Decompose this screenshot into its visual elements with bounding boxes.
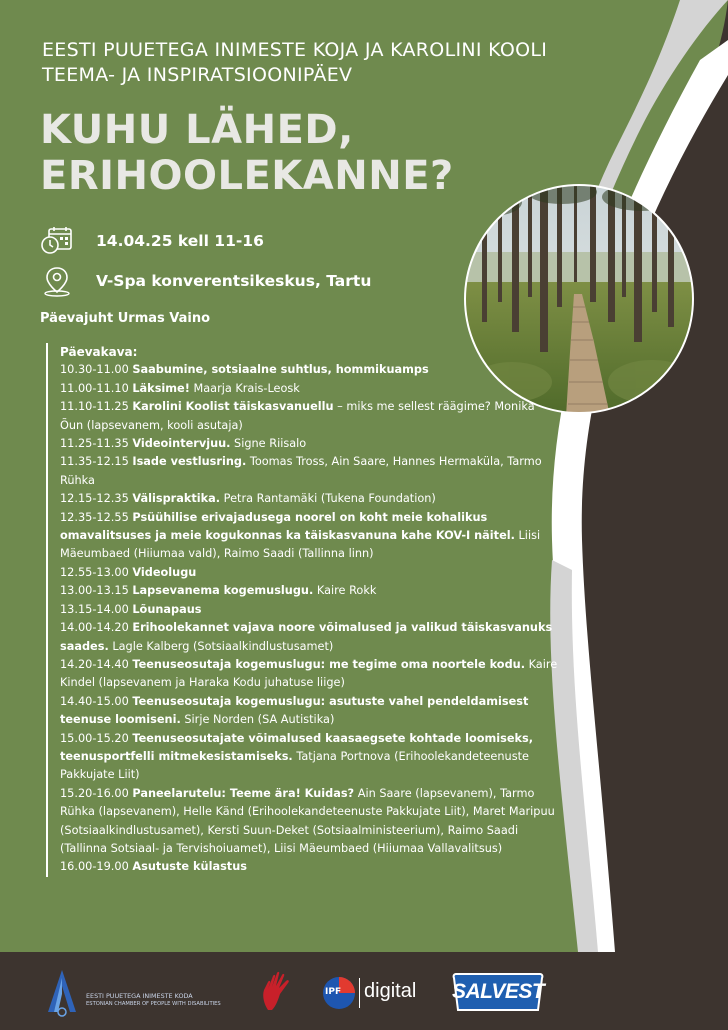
ipf-divider: [359, 978, 361, 1008]
agenda-item: [60, 619, 560, 656]
agenda-item: [60, 693, 560, 730]
date-row: [40, 224, 264, 258]
chamber-name-en: ESTONIAN CHAMBER OF PEOPLE WITH DISABILITIES: [86, 1001, 221, 1007]
event-date: 14.04.25 kell 11-16: [96, 232, 264, 250]
agenda-item-details: Signe Riisalo: [234, 437, 307, 451]
agenda-item-time: 14.20-14.40: [60, 657, 129, 671]
agenda-item-title: Erihoolekannet vajava noore võimalused ja valikud täiskasvanuks saades.: [60, 621, 553, 653]
agenda-item: [60, 509, 560, 564]
agenda-item-time: 12.55-13.00: [60, 565, 129, 579]
moderator: Päevajuht Urmas Vaino: [40, 311, 211, 326]
agenda-item: [60, 453, 560, 490]
agenda-item-details: Sirje Norden (SA Autistika): [184, 713, 335, 727]
ipf-digital-logo: [322, 975, 432, 1011]
agenda-item-title: Isade vestlusring.: [132, 455, 247, 469]
agenda-item-time: 11.25-11.35: [60, 437, 129, 451]
agenda-item-title: Videointervjuu.: [132, 437, 231, 451]
title-line-1: KUHU LÄHED,: [40, 107, 354, 153]
agenda-item-details: Petra Rantamäki (Tukena Foundation): [223, 492, 436, 506]
agenda-item-details: Liisi Mäeumbaed (Hiiumaa vald), Raimo Saadi (Tallinna linn): [60, 529, 541, 561]
agenda-item-title: Lõunapaus: [132, 602, 202, 616]
agenda-item-title: Välispraktika.: [132, 492, 221, 506]
ipf-mark: IPF: [325, 987, 342, 997]
event-venue: V-Spa konverentsikeskus, Tartu: [96, 272, 372, 290]
agenda-heading: Päevakava:: [60, 345, 138, 359]
agenda-item-time: 16.00-19.00: [60, 860, 129, 874]
agenda-item: [60, 361, 560, 379]
salvest-logo: [452, 972, 544, 1012]
location-pin-icon: [40, 265, 74, 297]
agenda-item-title: Psüühilise erivajadusega noorel on koht meie kohalikus omavalitsuses ja meie kogukonnas ka täiskasvanuna kahe KOV-I näitel.: [60, 510, 515, 543]
agenda-item-title: Läksime!: [132, 381, 190, 395]
calendar-clock-icon: [40, 226, 74, 256]
agenda-item-details: Tatjana Portnova (Erihoolekandeteenuste Pakkujate Liit): [60, 749, 529, 782]
agenda-item-title: Teenuseosutaja kogemuslugu: asutuste vahel pendeldamisest teenuse loomiseni.: [60, 694, 529, 727]
agenda-item-title: Videolugu: [132, 565, 197, 579]
agenda-item: [60, 380, 560, 398]
agenda-item-time: 15.00-15.20: [60, 731, 129, 745]
agenda-item-time: 12.35-12.55: [60, 510, 129, 524]
agenda-item-details: Kaire Rokk: [316, 584, 377, 598]
agenda-item: [60, 858, 560, 876]
agenda-item-title: Karolini Koolist täiskasvanuellu: [132, 400, 334, 414]
agenda-item-title: Saabumine, sotsiaalne suhtlus, hommikuamps: [132, 363, 429, 377]
agenda-item: [60, 601, 560, 619]
chamber-name-et: EESTI PUUETEGA INIMESTE KODA: [86, 992, 193, 1000]
agenda-list: [60, 361, 560, 876]
agenda-item: [60, 490, 560, 508]
agenda-item-time: 13.00-13.15: [60, 584, 129, 598]
agenda: [46, 343, 560, 877]
agenda-item-time: 10.30-11.00: [60, 363, 129, 377]
event-subtitle: [42, 38, 602, 88]
agenda-item-title: Paneelarutelu: Teeme ära! Kuidas?: [132, 786, 355, 800]
agenda-item-title: Asutuste külastus: [132, 860, 247, 874]
agenda-item: [60, 398, 560, 435]
agenda-item-time: 15.20-16.00: [60, 786, 129, 800]
venue-row: [40, 264, 371, 298]
agenda-item-time: 11.35-12.15: [60, 455, 129, 469]
agenda-item: [60, 582, 560, 600]
agenda-item: [60, 656, 560, 693]
subtitle-line-2: TEEMA- JA INSPIRATSIOONIPÄEV: [42, 64, 353, 86]
agenda-item-details: Ain Saare (lapsevanem), Tarmo Rühka (lapsevanem), Helle Känd (Erihoolekandeteenuste Pakkujate Liit), Maret Maripuu (Sotsiaalkindlustusamet), Kersti Suun-Deket (Sotsiaalministeerium), Raimo Saadi (Tallinna Sotsiaal- ja Tervishoiuamet), Liisi Mäeumbaed (Hiiumaa Vallavalitsus): [60, 786, 555, 855]
agenda-item-time: 14.40-15.00: [60, 694, 129, 708]
agenda-item-details: Toomas Tross, Ain Saare, Hannes Hermaküla, Tarmo Rühka: [60, 455, 542, 487]
agenda-item: [60, 435, 560, 453]
agenda-item-title: Teenuseosutaja kogemuslugu: me tegime oma noortele kodu.: [132, 657, 525, 671]
agenda-item-time: 11.10-11.25: [60, 400, 129, 414]
hand-logo: [258, 970, 302, 1014]
subtitle-line-1: EESTI PUUETEGA INIMESTE KOJA JA KAROLINI KOOLI: [42, 39, 548, 61]
eesti-puuetega-inimeste-koda-logo: [44, 968, 244, 1018]
salvest-word: SALVEST: [452, 980, 545, 1003]
agenda-item: [60, 730, 560, 785]
agenda-item-details: Lagle Kalberg (Sotsiaalkindlustusamet): [112, 639, 334, 653]
agenda-item-title: Lapsevanema kogemuslugu.: [132, 584, 314, 598]
agenda-item-time: 12.15-12.35: [60, 492, 129, 506]
agenda-item-time: 13.15-14.00: [60, 602, 129, 616]
agenda-item-details: – miks me sellest räägime? Monika Õun (lapsevanem, kooli asutaja): [60, 400, 535, 432]
agenda-item-time: 14.00-14.20: [60, 621, 129, 635]
agenda-item: [60, 785, 560, 859]
agenda-item-details: Maarja Krais-Leosk: [193, 381, 300, 395]
agenda-item: [60, 564, 560, 582]
ipf-digital-word: digital: [364, 980, 417, 1002]
chamber-triangle-icon: [44, 968, 84, 1018]
agenda-item-title: Teenuseosutajate võimalused kaasaegsete kohtade loomiseks, teenusportfelli mitmekesistamiseks.: [60, 731, 534, 763]
title-line-2: ERIHOOLEKANNE?: [40, 153, 454, 199]
agenda-item-details: Kaire Kindel (lapsevanem ja Haraka Kodu juhatuse liige): [60, 657, 558, 690]
agenda-item-time: 11.00-11.10: [60, 381, 129, 395]
event-title: [40, 107, 454, 199]
